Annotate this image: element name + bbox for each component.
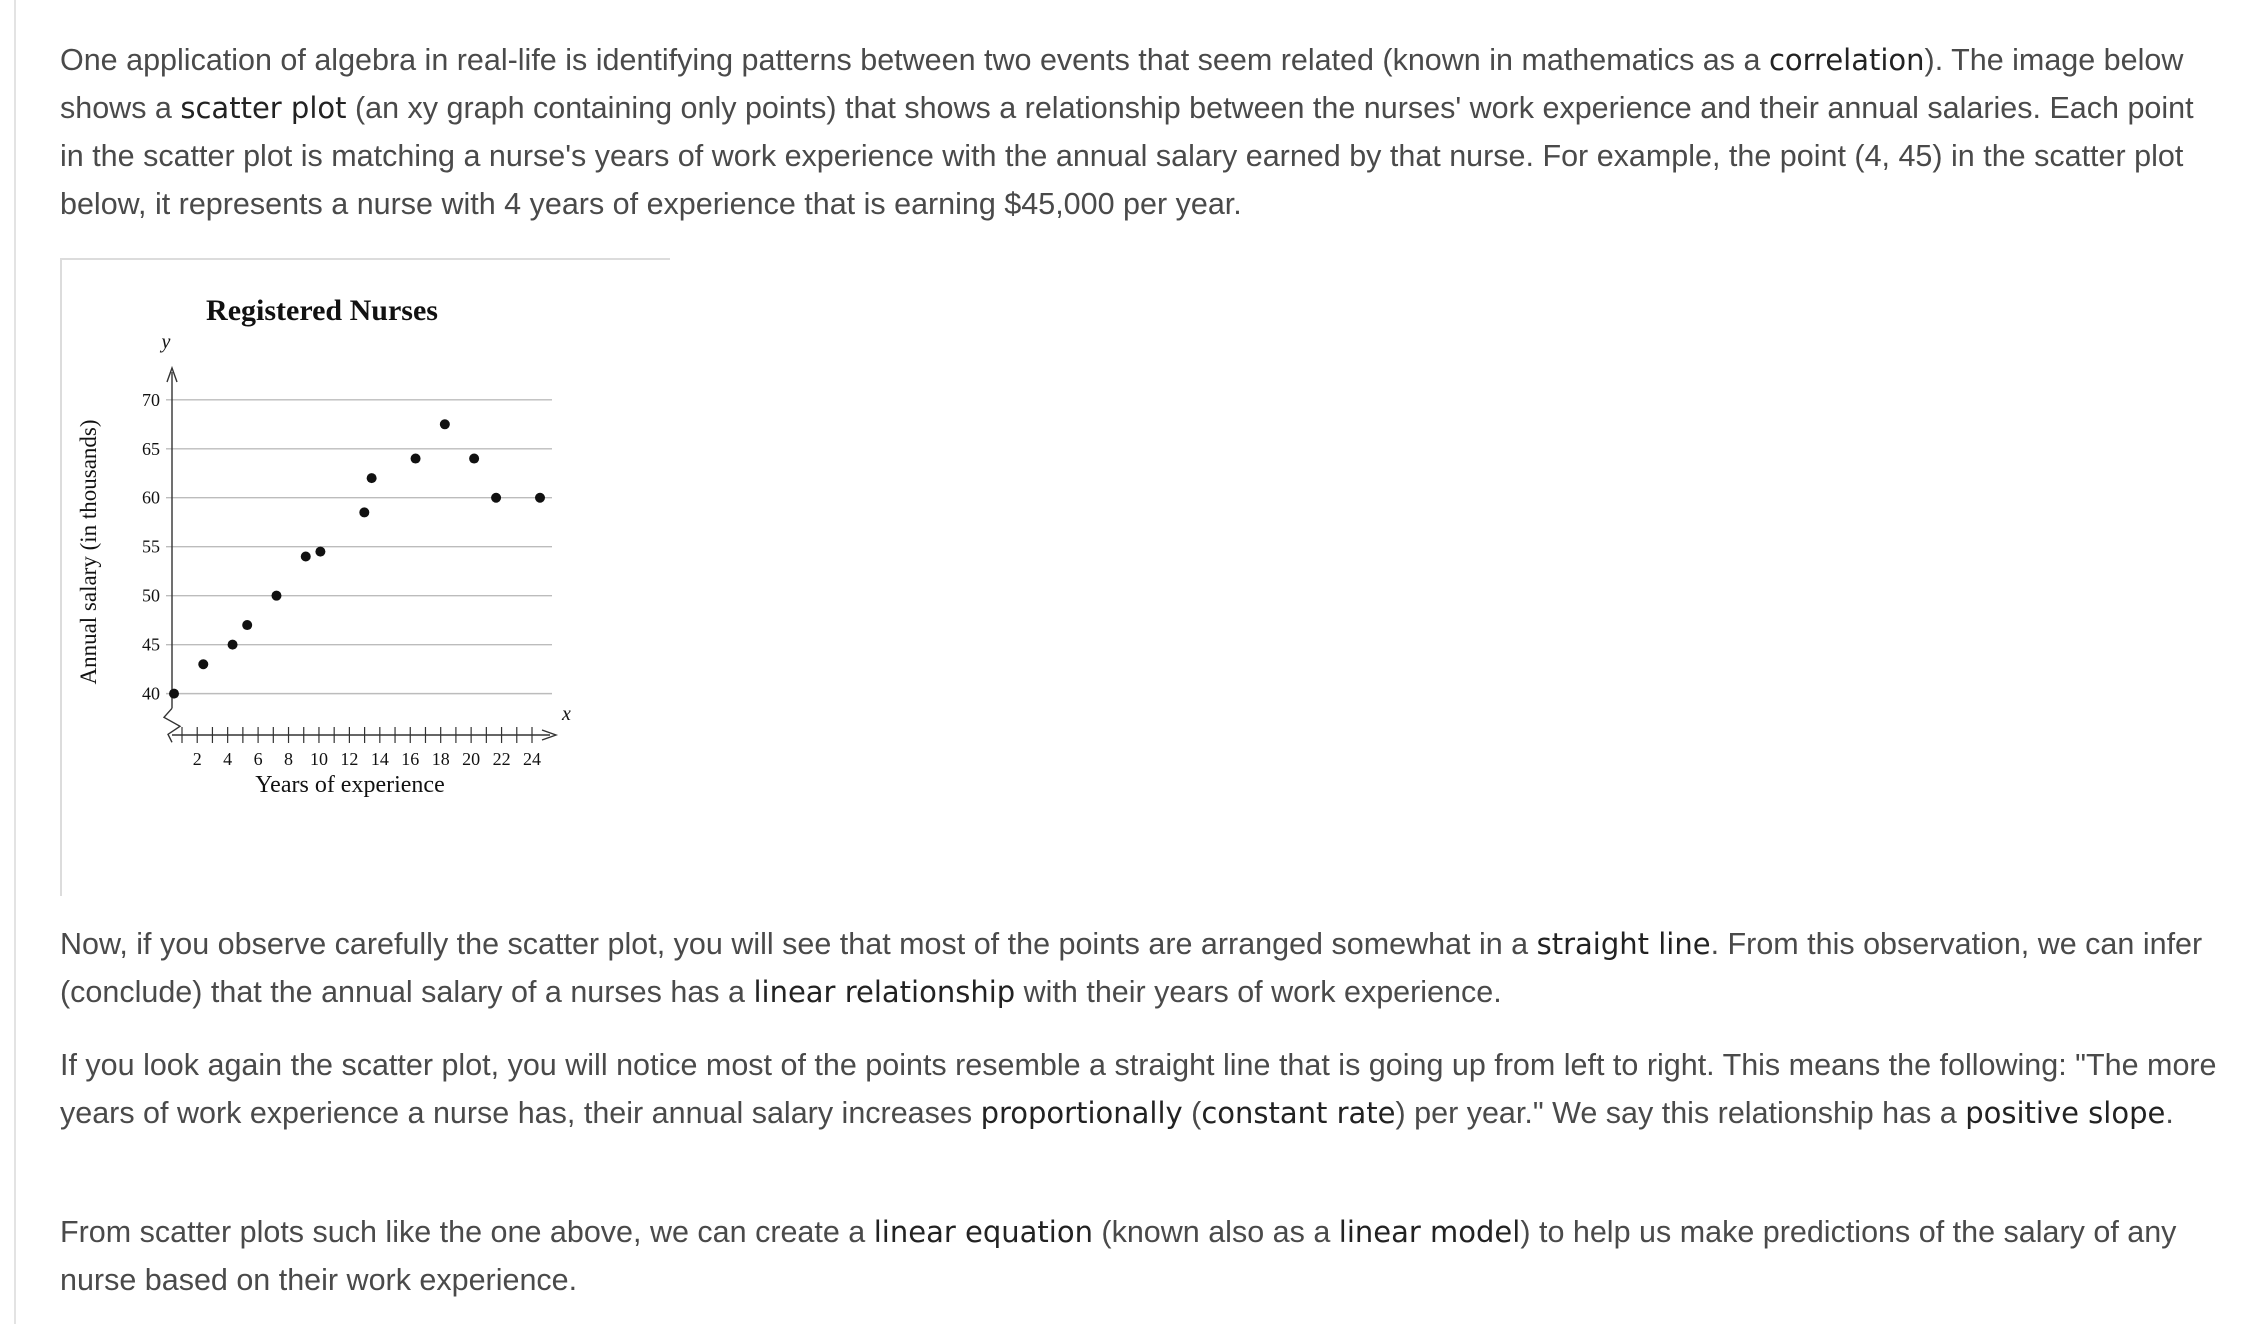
x-tick-label-4: 4 <box>223 749 233 769</box>
x-tick-label-16: 16 <box>401 749 420 769</box>
tick-labels <box>142 390 541 769</box>
slope-paragraph: If you look again the scatter plot, you will notice most of the points resemble a straight line that is going up from left to right. This means the following: "The more years of work experience a nurse has, their annual salary increases proportionally (constant rate) per year." We say this relationship has a positive slope. <box>60 1048 2217 1130</box>
intro-paragraph: One application of algebra in real-life is identifying patterns between two events that seem related (known in mathematics as a correlation). The image below shows a scatter plot (an xy graph containing only points) that shows a relationship between the nurses' work experience and their annual salaries. Each point in the scatter plot is matching a nurse's years of work experience with the annual salary earned by that nurse. For example, the point (4, 45) in the scatter plot below, it represents a nurse with 4 years of experience that is earning $45,000 per year. <box>60 43 2194 221</box>
data-point-2 <box>198 659 208 669</box>
term-positive-slope: positive slope <box>1965 1096 2166 1130</box>
x-axis-label: Years of experience <box>255 772 445 798</box>
x-tick-label-24: 24 <box>523 749 541 769</box>
data-point-8 <box>359 507 369 517</box>
term-linear-relationship: linear relationship <box>753 975 1016 1009</box>
data-point-5 <box>271 591 281 601</box>
term-correlation: correlation <box>1768 43 1925 77</box>
y-tick-label-50: 50 <box>142 585 160 606</box>
data-point-13 <box>491 493 501 503</box>
x-tick-label-10: 10 <box>309 749 328 769</box>
term-scatter-plot: scatter plot <box>180 91 347 125</box>
observation-paragraph: Now, if you observe carefully the scatter plot, you will see that most of the points are arranged somewhat in a straight line. From this observation, we can infer (conclude) that the annual salary of a nurses has a linear relationship with their years of work experience. <box>60 927 2203 1009</box>
data-point-4 <box>242 620 252 630</box>
x-tick-label-2: 2 <box>192 749 202 769</box>
x-axis-letter: x <box>562 703 571 725</box>
data-point-6 <box>301 552 311 562</box>
data-point-11 <box>440 419 450 429</box>
x-tick-label-6: 6 <box>253 749 263 769</box>
data-points <box>169 419 545 698</box>
data-point-3 <box>228 640 238 650</box>
x-tick-label-22: 22 <box>492 749 511 769</box>
data-point-14 <box>535 493 545 503</box>
y-tick-label-65: 65 <box>142 438 160 459</box>
term-constant-rate: constant rate <box>1201 1096 1396 1130</box>
term-linear-model: linear model <box>1338 1215 1521 1249</box>
data-point-7 <box>315 547 325 557</box>
x-tick-label-8: 8 <box>284 749 294 769</box>
y-axis-letter: y <box>161 331 171 353</box>
axes <box>164 368 556 743</box>
term-linear-equation: linear equation <box>873 1215 1093 1249</box>
x-tick-label-18: 18 <box>431 749 450 769</box>
x-tick-label-20: 20 <box>462 749 481 769</box>
y-tick-label-40: 40 <box>142 683 160 704</box>
y-tick-label-45: 45 <box>142 634 160 655</box>
data-point-12 <box>469 454 479 464</box>
y-tick-label-60: 60 <box>142 487 160 508</box>
y-tick-label-70: 70 <box>142 389 160 410</box>
scatter-plot-chart <box>62 270 582 810</box>
x-tick-label-12: 12 <box>340 749 359 769</box>
linear-model-paragraph: From scatter plots such like the one above, we can create a linear equation (known also as a linear model) to help us make predictions of the salary of any nurse based on their work experience. <box>60 1215 2177 1297</box>
y-axis-label: Annual salary (in thousands) <box>76 419 101 685</box>
data-point-1 <box>169 689 179 699</box>
x-tick-label-14: 14 <box>370 749 389 769</box>
data-point-9 <box>367 473 377 483</box>
term-proportionally: proportionally <box>980 1096 1183 1130</box>
y-tick-label-55: 55 <box>142 536 160 557</box>
term-straight-line: straight line <box>1536 927 1711 961</box>
data-point-10 <box>411 454 421 464</box>
grid-lines <box>166 400 552 694</box>
y-axis-break <box>164 708 180 742</box>
chart-title: Registered Nurses <box>206 294 438 327</box>
